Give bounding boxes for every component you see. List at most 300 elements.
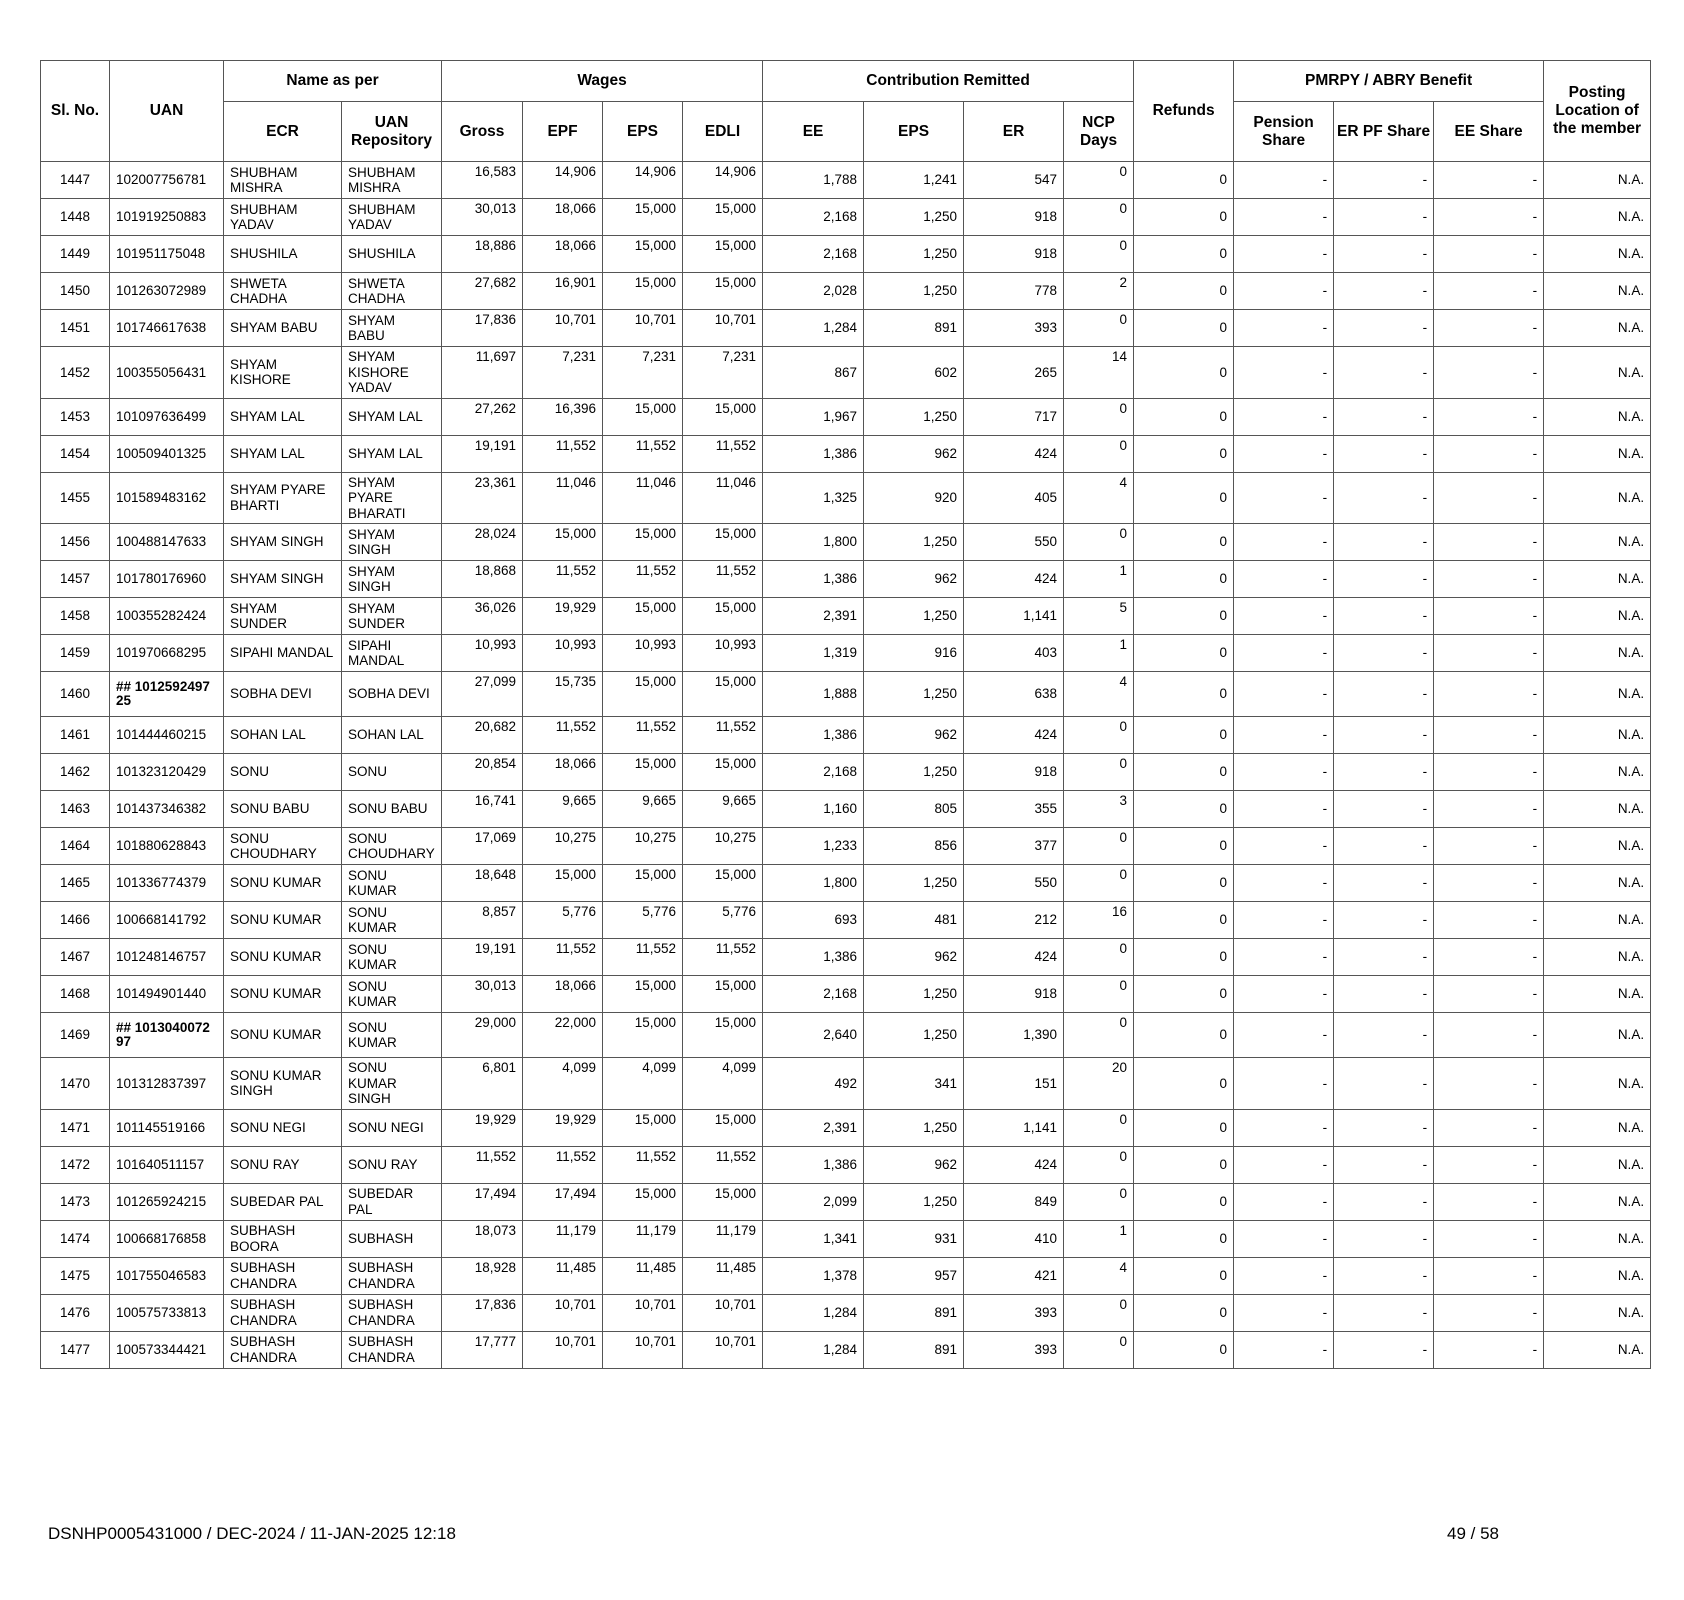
cell-gross-wages: 27,682 [442, 273, 523, 310]
cell-sl-no: 1476 [41, 1294, 110, 1331]
table-row [41, 976, 1651, 1013]
table-row [41, 273, 1651, 310]
cell-posting-location: N.A. [1544, 273, 1651, 310]
cell-epf-wages: 14,906 [523, 162, 603, 199]
cell-er-contribution: 424 [964, 939, 1064, 976]
cell-refunds: 0 [1134, 754, 1234, 791]
cell-er-pf-share: - [1334, 939, 1434, 976]
cell-name-ecr: SHYAM LAL [224, 398, 342, 435]
cell-name-uan-repository: SHYAM PYARE BHARATI [342, 472, 442, 524]
cell-name-uan-repository: SUBHASH CHANDRA [342, 1257, 442, 1294]
cell-er-pf-share: - [1334, 1331, 1434, 1368]
cell-epf-wages: 15,000 [523, 865, 603, 902]
cell-sl-no: 1454 [41, 435, 110, 472]
cell-edli-wages: 7,231 [683, 347, 763, 399]
cell-ncp-days: 1 [1064, 1220, 1134, 1257]
cell-edli-wages: 10,275 [683, 828, 763, 865]
cell-pension-share: - [1234, 828, 1334, 865]
cell-ee-share: - [1434, 310, 1544, 347]
cell-name-ecr: SHUSHILA [224, 236, 342, 273]
header-edli: EDLI [683, 102, 763, 162]
cell-er-contribution: 212 [964, 902, 1064, 939]
cell-name-uan-repository: SONU [342, 754, 442, 791]
cell-eps-wages: 15,000 [603, 976, 683, 1013]
cell-ncp-days: 0 [1064, 1013, 1134, 1058]
cell-er-contribution: 1,390 [964, 1013, 1064, 1058]
cell-posting-location: N.A. [1544, 472, 1651, 524]
cell-gross-wages: 17,069 [442, 828, 523, 865]
cell-er-pf-share: - [1334, 902, 1434, 939]
cell-ee-contribution: 693 [763, 902, 864, 939]
cell-er-pf-share: - [1334, 561, 1434, 598]
cell-er-pf-share: - [1334, 754, 1434, 791]
cell-ee-contribution: 1,386 [763, 717, 864, 754]
cell-epf-wages: 18,066 [523, 976, 603, 1013]
cell-gross-wages: 11,697 [442, 347, 523, 399]
cell-edli-wages: 15,000 [683, 1109, 763, 1146]
cell-sl-no: 1449 [41, 236, 110, 273]
cell-sl-no: 1468 [41, 976, 110, 1013]
cell-edli-wages: 11,552 [683, 561, 763, 598]
cell-er-pf-share: - [1334, 524, 1434, 561]
cell-er-pf-share: - [1334, 1109, 1434, 1146]
cell-epf-wages: 11,179 [523, 1220, 603, 1257]
cell-sl-no: 1452 [41, 347, 110, 399]
cell-ee-contribution: 492 [763, 1058, 864, 1110]
cell-name-ecr: SHWETA CHADHA [224, 273, 342, 310]
cell-sl-no: 1475 [41, 1257, 110, 1294]
header-sl-no: Sl. No. [41, 61, 110, 162]
cell-eps-contribution: 1,250 [864, 598, 964, 635]
cell-ncp-days: 0 [1064, 754, 1134, 791]
cell-uan: 101880628843 [110, 828, 224, 865]
cell-posting-location: N.A. [1544, 717, 1651, 754]
cell-gross-wages: 17,836 [442, 1294, 523, 1331]
cell-name-ecr: SHYAM PYARE BHARTI [224, 472, 342, 524]
cell-edli-wages: 15,000 [683, 273, 763, 310]
cell-ee-share: - [1434, 1220, 1544, 1257]
cell-er-contribution: 403 [964, 635, 1064, 672]
table-row [41, 1294, 1651, 1331]
cell-refunds: 0 [1134, 791, 1234, 828]
cell-er-contribution: 393 [964, 1331, 1064, 1368]
cell-name-ecr: SOBHA DEVI [224, 672, 342, 717]
cell-er-pf-share: - [1334, 976, 1434, 1013]
cell-eps-wages: 15,000 [603, 1183, 683, 1220]
cell-er-pf-share: - [1334, 435, 1434, 472]
cell-eps-contribution: 916 [864, 635, 964, 672]
cell-ee-share: - [1434, 524, 1544, 561]
cell-refunds: 0 [1134, 435, 1234, 472]
cell-ee-contribution: 2,168 [763, 199, 864, 236]
cell-edli-wages: 15,000 [683, 1013, 763, 1058]
ecr-table [40, 60, 1651, 1369]
cell-ee-contribution: 2,168 [763, 236, 864, 273]
cell-eps-contribution: 891 [864, 310, 964, 347]
table-row [41, 1183, 1651, 1220]
cell-sl-no: 1455 [41, 472, 110, 524]
cell-er-pf-share: - [1334, 672, 1434, 717]
cell-ncp-days: 20 [1064, 1058, 1134, 1110]
cell-epf-wages: 11,552 [523, 1146, 603, 1183]
header-wages: Wages [442, 61, 763, 102]
cell-ncp-days: 1 [1064, 635, 1134, 672]
cell-refunds: 0 [1134, 1183, 1234, 1220]
cell-uan: 100488147633 [110, 524, 224, 561]
cell-uan: 100668141792 [110, 902, 224, 939]
cell-refunds: 0 [1134, 472, 1234, 524]
cell-uan [110, 1013, 224, 1058]
cell-eps-wages: 15,000 [603, 672, 683, 717]
cell-edli-wages: 11,552 [683, 1146, 763, 1183]
cell-refunds: 0 [1134, 672, 1234, 717]
cell-name-uan-repository: SOBHA DEVI [342, 672, 442, 717]
cell-posting-location: N.A. [1544, 1183, 1651, 1220]
cell-posting-location: N.A. [1544, 976, 1651, 1013]
cell-eps-contribution: 805 [864, 791, 964, 828]
cell-pension-share: - [1234, 199, 1334, 236]
cell-ee-share: - [1434, 1013, 1544, 1058]
cell-name-uan-repository: SONU RAY [342, 1146, 442, 1183]
cell-refunds: 0 [1134, 717, 1234, 754]
cell-ncp-days: 1 [1064, 561, 1134, 598]
cell-er-contribution: 410 [964, 1220, 1064, 1257]
cell-pension-share: - [1234, 791, 1334, 828]
cell-refunds: 0 [1134, 1331, 1234, 1368]
cell-ncp-days: 2 [1064, 273, 1134, 310]
cell-refunds: 0 [1134, 524, 1234, 561]
cell-edli-wages: 10,701 [683, 310, 763, 347]
cell-gross-wages: 19,191 [442, 435, 523, 472]
cell-eps-contribution: 1,250 [864, 976, 964, 1013]
cell-uan: 100668176858 [110, 1220, 224, 1257]
cell-ee-contribution: 1,800 [763, 524, 864, 561]
cell-eps-wages: 11,552 [603, 717, 683, 754]
cell-eps-wages: 11,552 [603, 939, 683, 976]
cell-uan: 100355282424 [110, 598, 224, 635]
cell-name-ecr: SONU [224, 754, 342, 791]
cell-posting-location: N.A. [1544, 1294, 1651, 1331]
cell-ee-contribution: 1,788 [763, 162, 864, 199]
cell-name-uan-repository: SONU KUMAR [342, 902, 442, 939]
cell-ee-share: - [1434, 1331, 1544, 1368]
cell-eps-contribution: 957 [864, 1257, 964, 1294]
cell-eps-wages: 10,275 [603, 828, 683, 865]
cell-sl-no: 1461 [41, 717, 110, 754]
cell-epf-wages: 10,701 [523, 310, 603, 347]
cell-ee-contribution: 1,888 [763, 672, 864, 717]
header-gross: Gross [442, 102, 523, 162]
cell-name-uan-repository: SHUSHILA [342, 236, 442, 273]
cell-pension-share: - [1234, 1146, 1334, 1183]
cell-name-uan-repository: SONU KUMAR [342, 976, 442, 1013]
cell-edli-wages: 5,776 [683, 902, 763, 939]
cell-name-uan-repository: SHYAM SINGH [342, 561, 442, 598]
cell-edli-wages: 11,485 [683, 1257, 763, 1294]
cell-edli-wages: 10,701 [683, 1331, 763, 1368]
cell-ncp-days: 0 [1064, 865, 1134, 902]
cell-edli-wages: 15,000 [683, 754, 763, 791]
cell-posting-location: N.A. [1544, 236, 1651, 273]
cell-edli-wages: 10,701 [683, 1294, 763, 1331]
cell-refunds: 0 [1134, 398, 1234, 435]
cell-ncp-days: 0 [1064, 1294, 1134, 1331]
cell-er-contribution: 355 [964, 791, 1064, 828]
cell-ee-contribution: 1,386 [763, 939, 864, 976]
table-row [41, 1331, 1651, 1368]
cell-epf-wages: 10,701 [523, 1294, 603, 1331]
cell-ee-contribution: 1,800 [763, 865, 864, 902]
cell-refunds: 0 [1134, 635, 1234, 672]
cell-refunds: 0 [1134, 310, 1234, 347]
cell-gross-wages: 18,886 [442, 236, 523, 273]
header-eps-contribution: EPS [864, 102, 964, 162]
cell-sl-no: 1463 [41, 791, 110, 828]
cell-ee-share: - [1434, 791, 1544, 828]
cell-refunds: 0 [1134, 561, 1234, 598]
cell-gross-wages: 16,583 [442, 162, 523, 199]
cell-eps-wages: 15,000 [603, 598, 683, 635]
cell-er-pf-share: - [1334, 472, 1434, 524]
cell-er-pf-share: - [1334, 1220, 1434, 1257]
cell-sl-no: 1465 [41, 865, 110, 902]
cell-ncp-days: 0 [1064, 939, 1134, 976]
cell-name-ecr: SUBHASH BOORA [224, 1220, 342, 1257]
cell-ee-share: - [1434, 717, 1544, 754]
cell-gross-wages: 36,026 [442, 598, 523, 635]
cell-posting-location: N.A. [1544, 199, 1651, 236]
cell-sl-no: 1470 [41, 1058, 110, 1110]
cell-gross-wages: 27,262 [442, 398, 523, 435]
cell-ncp-days: 0 [1064, 1183, 1134, 1220]
table-row [41, 1109, 1651, 1146]
cell-ncp-days: 0 [1064, 236, 1134, 273]
cell-epf-wages: 11,552 [523, 939, 603, 976]
cell-ee-share: - [1434, 635, 1544, 672]
cell-name-uan-repository: SHYAM SINGH [342, 524, 442, 561]
cell-er-contribution: 424 [964, 717, 1064, 754]
cell-posting-location: N.A. [1544, 902, 1651, 939]
cell-epf-wages: 4,099 [523, 1058, 603, 1110]
cell-er-pf-share: - [1334, 635, 1434, 672]
table-row [41, 435, 1651, 472]
cell-ee-share: - [1434, 398, 1544, 435]
cell-name-ecr: SHYAM BABU [224, 310, 342, 347]
cell-refunds: 0 [1134, 1146, 1234, 1183]
cell-eps-contribution: 962 [864, 435, 964, 472]
cell-pension-share: - [1234, 273, 1334, 310]
cell-epf-wages: 18,066 [523, 754, 603, 791]
cell-epf-wages: 19,929 [523, 598, 603, 635]
cell-uan: 101755046583 [110, 1257, 224, 1294]
table-row [41, 828, 1651, 865]
cell-ncp-days: 3 [1064, 791, 1134, 828]
cell-gross-wages: 20,854 [442, 754, 523, 791]
cell-ee-contribution: 2,640 [763, 1013, 864, 1058]
cell-ee-share: - [1434, 1109, 1544, 1146]
cell-refunds: 0 [1134, 199, 1234, 236]
header-pmrpy-abry: PMRPY / ABRY Benefit [1234, 61, 1544, 102]
cell-ee-share: - [1434, 435, 1544, 472]
cell-uan: 101919250883 [110, 199, 224, 236]
cell-pension-share: - [1234, 524, 1334, 561]
cell-ee-share: - [1434, 199, 1544, 236]
cell-name-uan-repository: SONU CHOUDHARY [342, 828, 442, 865]
cell-uan: 101780176960 [110, 561, 224, 598]
cell-ee-share: - [1434, 1294, 1544, 1331]
cell-sl-no: 1462 [41, 754, 110, 791]
cell-eps-wages: 15,000 [603, 273, 683, 310]
cell-edli-wages: 11,552 [683, 435, 763, 472]
cell-ee-contribution: 1,284 [763, 1294, 864, 1331]
cell-eps-contribution: 1,250 [864, 672, 964, 717]
header-uan: UAN [110, 61, 224, 162]
cell-name-ecr: SUBHASH CHANDRA [224, 1257, 342, 1294]
cell-ee-share: - [1434, 273, 1544, 310]
cell-name-uan-repository: SHYAM KISHORE YADAV [342, 347, 442, 399]
cell-eps-wages: 15,000 [603, 754, 683, 791]
cell-epf-wages: 15,735 [523, 672, 603, 717]
cell-eps-wages: 15,000 [603, 398, 683, 435]
table-body [41, 162, 1651, 1369]
cell-epf-wages: 16,901 [523, 273, 603, 310]
cell-posting-location: N.A. [1544, 1331, 1651, 1368]
cell-refunds: 0 [1134, 1257, 1234, 1294]
cell-er-contribution: 424 [964, 1146, 1064, 1183]
cell-ee-share: - [1434, 976, 1544, 1013]
cell-name-uan-repository: SHYAM LAL [342, 398, 442, 435]
cell-eps-wages: 10,701 [603, 1294, 683, 1331]
cell-name-ecr: SONU RAY [224, 1146, 342, 1183]
cell-posting-location: N.A. [1544, 635, 1651, 672]
cell-sl-no: 1457 [41, 561, 110, 598]
cell-name-uan-repository: SONU BABU [342, 791, 442, 828]
cell-eps-wages: 15,000 [603, 1013, 683, 1058]
cell-pension-share: - [1234, 236, 1334, 273]
cell-ee-share: - [1434, 162, 1544, 199]
cell-name-uan-repository: SUBHASH CHANDRA [342, 1331, 442, 1368]
cell-eps-wages: 11,179 [603, 1220, 683, 1257]
cell-epf-wages: 16,396 [523, 398, 603, 435]
cell-gross-wages: 20,682 [442, 717, 523, 754]
header-er: ER [964, 102, 1064, 162]
cell-eps-contribution: 1,250 [864, 398, 964, 435]
header-ee: EE [763, 102, 864, 162]
cell-uan [110, 672, 224, 717]
cell-name-uan-repository: SHUBHAM MISHRA [342, 162, 442, 199]
cell-uan: 101746617638 [110, 310, 224, 347]
cell-gross-wages: 17,836 [442, 310, 523, 347]
table-row [41, 472, 1651, 524]
cell-name-uan-repository: SHYAM SUNDER [342, 598, 442, 635]
cell-name-ecr: SHYAM SINGH [224, 524, 342, 561]
cell-edli-wages: 15,000 [683, 865, 763, 902]
cell-name-ecr: SOHAN LAL [224, 717, 342, 754]
table-row [41, 1013, 1651, 1058]
cell-ee-share: - [1434, 672, 1544, 717]
cell-refunds: 0 [1134, 162, 1234, 199]
cell-er-pf-share: - [1334, 717, 1434, 754]
cell-ee-contribution: 867 [763, 347, 864, 399]
cell-name-ecr: SUBHASH CHANDRA [224, 1331, 342, 1368]
cell-name-ecr: SUBEDAR PAL [224, 1183, 342, 1220]
cell-name-uan-repository: SHYAM LAL [342, 435, 442, 472]
cell-eps-wages: 11,552 [603, 561, 683, 598]
cell-ee-share: - [1434, 1146, 1544, 1183]
header-refunds: Refunds [1134, 61, 1234, 162]
cell-edli-wages: 15,000 [683, 199, 763, 236]
table-row [41, 310, 1651, 347]
cell-epf-wages: 11,552 [523, 717, 603, 754]
cell-eps-contribution: 341 [864, 1058, 964, 1110]
cell-epf-wages: 17,494 [523, 1183, 603, 1220]
cell-er-contribution: 377 [964, 828, 1064, 865]
cell-epf-wages: 15,000 [523, 524, 603, 561]
cell-name-ecr: SONU KUMAR [224, 939, 342, 976]
cell-pension-share: - [1234, 976, 1334, 1013]
cell-er-contribution: 405 [964, 472, 1064, 524]
cell-name-uan-repository: SHYAM BABU [342, 310, 442, 347]
cell-ncp-days: 14 [1064, 347, 1134, 399]
cell-eps-contribution: 931 [864, 1220, 964, 1257]
cell-name-ecr: SIPAHI MANDAL [224, 635, 342, 672]
cell-er-pf-share: - [1334, 199, 1434, 236]
cell-pension-share: - [1234, 902, 1334, 939]
cell-ncp-days: 0 [1064, 199, 1134, 236]
cell-posting-location: N.A. [1544, 865, 1651, 902]
cell-ee-share: - [1434, 902, 1544, 939]
cell-refunds: 0 [1134, 976, 1234, 1013]
cell-eps-wages: 7,231 [603, 347, 683, 399]
cell-posting-location: N.A. [1544, 754, 1651, 791]
cell-gross-wages: 18,073 [442, 1220, 523, 1257]
header-ncp-days: NCP Days [1064, 102, 1134, 162]
header-er-pf-share: ER PF Share [1334, 102, 1434, 162]
cell-ee-contribution: 1,233 [763, 828, 864, 865]
cell-ncp-days: 0 [1064, 435, 1134, 472]
table-row [41, 236, 1651, 273]
cell-edli-wages: 10,993 [683, 635, 763, 672]
cell-ee-share: - [1434, 828, 1544, 865]
cell-eps-wages: 9,665 [603, 791, 683, 828]
cell-refunds: 0 [1134, 598, 1234, 635]
cell-name-ecr: SHYAM SUNDER [224, 598, 342, 635]
cell-posting-location: N.A. [1544, 1058, 1651, 1110]
table-row [41, 717, 1651, 754]
cell-er-pf-share: - [1334, 1058, 1434, 1110]
table-row [41, 1257, 1651, 1294]
cell-edli-wages: 15,000 [683, 1183, 763, 1220]
cell-eps-contribution: 1,250 [864, 199, 964, 236]
cell-eps-contribution: 962 [864, 1146, 964, 1183]
cell-gross-wages: 28,024 [442, 524, 523, 561]
table-row [41, 791, 1651, 828]
cell-uan: 101312837397 [110, 1058, 224, 1110]
cell-name-uan-repository: SUBEDAR PAL [342, 1183, 442, 1220]
cell-posting-location: N.A. [1544, 162, 1651, 199]
cell-refunds: 0 [1134, 1294, 1234, 1331]
cell-er-pf-share: - [1334, 310, 1434, 347]
cell-er-contribution: 918 [964, 199, 1064, 236]
cell-ee-contribution: 1,386 [763, 561, 864, 598]
cell-gross-wages: 8,857 [442, 902, 523, 939]
cell-pension-share: - [1234, 1109, 1334, 1146]
cell-ee-share: - [1434, 1058, 1544, 1110]
cell-er-contribution: 393 [964, 1294, 1064, 1331]
cell-er-contribution: 151 [964, 1058, 1064, 1110]
cell-eps-wages: 5,776 [603, 902, 683, 939]
cell-gross-wages: 17,494 [442, 1183, 523, 1220]
